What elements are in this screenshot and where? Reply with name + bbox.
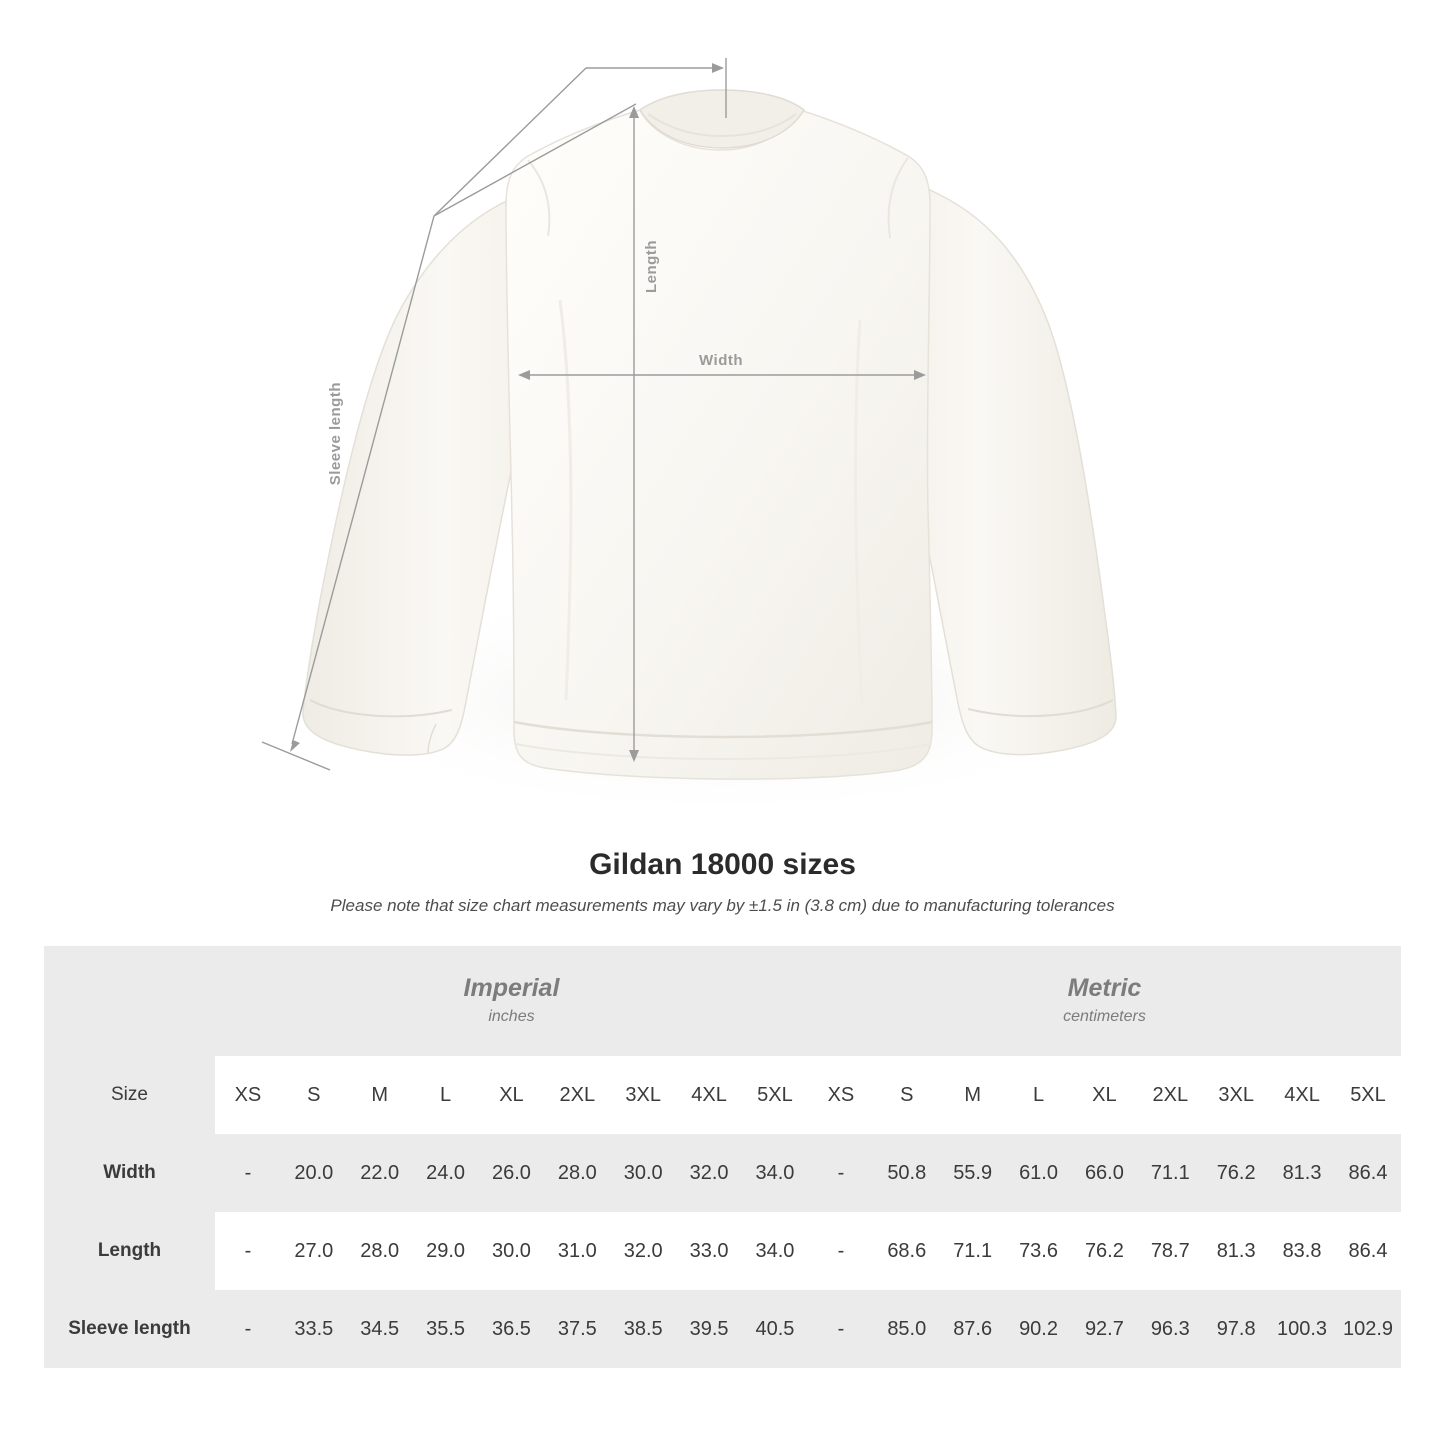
cell-width-imperial-s: 20.0	[281, 1134, 347, 1212]
cell-width-metric-l: 61.0	[1006, 1134, 1072, 1212]
cell-width-metric-5xl: 86.4	[1335, 1134, 1401, 1212]
cell-length-metric-5xl: 86.4	[1335, 1212, 1401, 1290]
cell-length-imperial-5xl: 34.0	[742, 1212, 808, 1290]
cell-sleeve-metric-4xl: 100.3	[1269, 1290, 1335, 1368]
size-table-wrapper	[44, 946, 1401, 1368]
size-header-imperial-l: L	[413, 1056, 479, 1134]
cell-sleeve-imperial-2xl: 37.5	[544, 1290, 610, 1368]
cell-width-imperial-5xl: 34.0	[742, 1134, 808, 1212]
size-header-label: Size	[44, 1056, 215, 1134]
cell-sleeve-metric-xs: -	[808, 1290, 874, 1368]
unit-metric-sub: centimeters	[1063, 1007, 1146, 1025]
cell-length-imperial-xs: -	[215, 1212, 281, 1290]
cell-sleeve-metric-s: 85.0	[874, 1290, 940, 1368]
cell-length-metric-xl: 76.2	[1071, 1212, 1137, 1290]
measurement-note: Please note that size chart measurements may vary by ±1.5 in (3.8 cm) due to manufacturing tolerances	[330, 896, 1115, 915]
size-header-imperial-xs: XS	[215, 1056, 281, 1134]
size-header-imperial-2xl: 2XL	[544, 1056, 610, 1134]
size-header-metric-2xl: 2XL	[1137, 1056, 1203, 1134]
cell-length-imperial-m: 28.0	[347, 1212, 413, 1290]
cell-length-metric-m: 71.1	[940, 1212, 1006, 1290]
cell-width-imperial-4xl: 32.0	[676, 1134, 742, 1212]
cell-width-imperial-2xl: 28.0	[544, 1134, 610, 1212]
sleeve-length-dimension-label: Sleeve length	[327, 382, 344, 486]
cell-width-metric-4xl: 81.3	[1269, 1134, 1335, 1212]
size-header-imperial-m: M	[347, 1056, 413, 1134]
cell-sleeve-metric-l: 90.2	[1006, 1290, 1072, 1368]
unit-metric-name: Metric	[1067, 973, 1142, 1002]
table-row	[44, 1134, 1401, 1212]
cell-sleeve-imperial-m: 34.5	[347, 1290, 413, 1368]
cell-sleeve-imperial-5xl: 40.5	[742, 1290, 808, 1368]
size-header-metric-s: S	[874, 1056, 940, 1134]
cell-sleeve-metric-3xl: 97.8	[1203, 1290, 1269, 1368]
cell-width-metric-xs: -	[808, 1134, 874, 1212]
unit-header-metric	[808, 946, 1401, 1056]
cell-length-metric-4xl: 83.8	[1269, 1212, 1335, 1290]
cell-length-metric-s: 68.6	[874, 1212, 940, 1290]
table-row	[44, 1290, 1401, 1368]
size-header-metric-5xl: 5XL	[1335, 1056, 1401, 1134]
cell-sleeve-metric-m: 87.6	[940, 1290, 1006, 1368]
cell-width-metric-m: 55.9	[940, 1134, 1006, 1212]
cell-width-imperial-xs: -	[215, 1134, 281, 1212]
table-row	[44, 1212, 1401, 1290]
unit-header-row	[44, 946, 1401, 1056]
cell-sleeve-metric-xl: 92.7	[1071, 1290, 1137, 1368]
size-header-metric-l: L	[1006, 1056, 1072, 1134]
size-header-metric-xl: XL	[1071, 1056, 1137, 1134]
cell-width-metric-3xl: 76.2	[1203, 1134, 1269, 1212]
size-header-imperial-xl: XL	[478, 1056, 544, 1134]
cell-sleeve-metric-2xl: 96.3	[1137, 1290, 1203, 1368]
cell-width-imperial-l: 24.0	[413, 1134, 479, 1212]
cell-length-metric-l: 73.6	[1006, 1212, 1072, 1290]
cell-sleeve-imperial-l: 35.5	[413, 1290, 479, 1368]
cell-width-metric-2xl: 71.1	[1137, 1134, 1203, 1212]
size-header-imperial-5xl: 5XL	[742, 1056, 808, 1134]
size-header-row	[44, 1056, 1401, 1134]
cell-width-imperial-xl: 26.0	[478, 1134, 544, 1212]
size-header-metric-xs: XS	[808, 1056, 874, 1134]
row-label-width: Width	[44, 1134, 215, 1212]
cell-length-metric-xs: -	[808, 1212, 874, 1290]
row-label-sleeve-length: Sleeve length	[44, 1290, 215, 1368]
page-title: Gildan 18000 sizes	[589, 848, 856, 881]
cell-sleeve-imperial-xs: -	[215, 1290, 281, 1368]
size-header-metric-m: M	[940, 1056, 1006, 1134]
cell-length-imperial-l: 29.0	[413, 1212, 479, 1290]
size-header-imperial-3xl: 3XL	[610, 1056, 676, 1134]
cell-sleeve-metric-5xl: 102.9	[1335, 1290, 1401, 1368]
width-dimension-label: Width	[699, 352, 744, 369]
cell-sleeve-imperial-4xl: 39.5	[676, 1290, 742, 1368]
cell-sleeve-imperial-s: 33.5	[281, 1290, 347, 1368]
size-header-imperial-s: S	[281, 1056, 347, 1134]
unit-imperial-name: Imperial	[463, 973, 560, 1002]
cell-sleeve-imperial-3xl: 38.5	[610, 1290, 676, 1368]
length-dimension-label: Length	[643, 240, 660, 293]
cell-sleeve-imperial-xl: 36.5	[478, 1290, 544, 1368]
size-header-metric-4xl: 4XL	[1269, 1056, 1335, 1134]
cell-width-imperial-3xl: 30.0	[610, 1134, 676, 1212]
cell-length-imperial-s: 27.0	[281, 1212, 347, 1290]
cell-length-imperial-3xl: 32.0	[610, 1212, 676, 1290]
cell-width-metric-xl: 66.0	[1071, 1134, 1137, 1212]
unit-imperial-sub: inches	[488, 1007, 535, 1025]
unit-header-imperial	[215, 946, 808, 1056]
cell-length-imperial-4xl: 33.0	[676, 1212, 742, 1290]
size-table	[44, 946, 1401, 1368]
size-header-imperial-4xl: 4XL	[676, 1056, 742, 1134]
cell-length-imperial-xl: 30.0	[478, 1212, 544, 1290]
cell-length-metric-3xl: 81.3	[1203, 1212, 1269, 1290]
cell-width-metric-s: 50.8	[874, 1134, 940, 1212]
cell-length-imperial-2xl: 31.0	[544, 1212, 610, 1290]
size-header-metric-3xl: 3XL	[1203, 1056, 1269, 1134]
unit-header-corner	[44, 946, 215, 1056]
cell-length-metric-2xl: 78.7	[1137, 1212, 1203, 1290]
title-block	[0, 848, 1445, 916]
row-label-length: Length	[44, 1212, 215, 1290]
cell-width-imperial-m: 22.0	[347, 1134, 413, 1212]
